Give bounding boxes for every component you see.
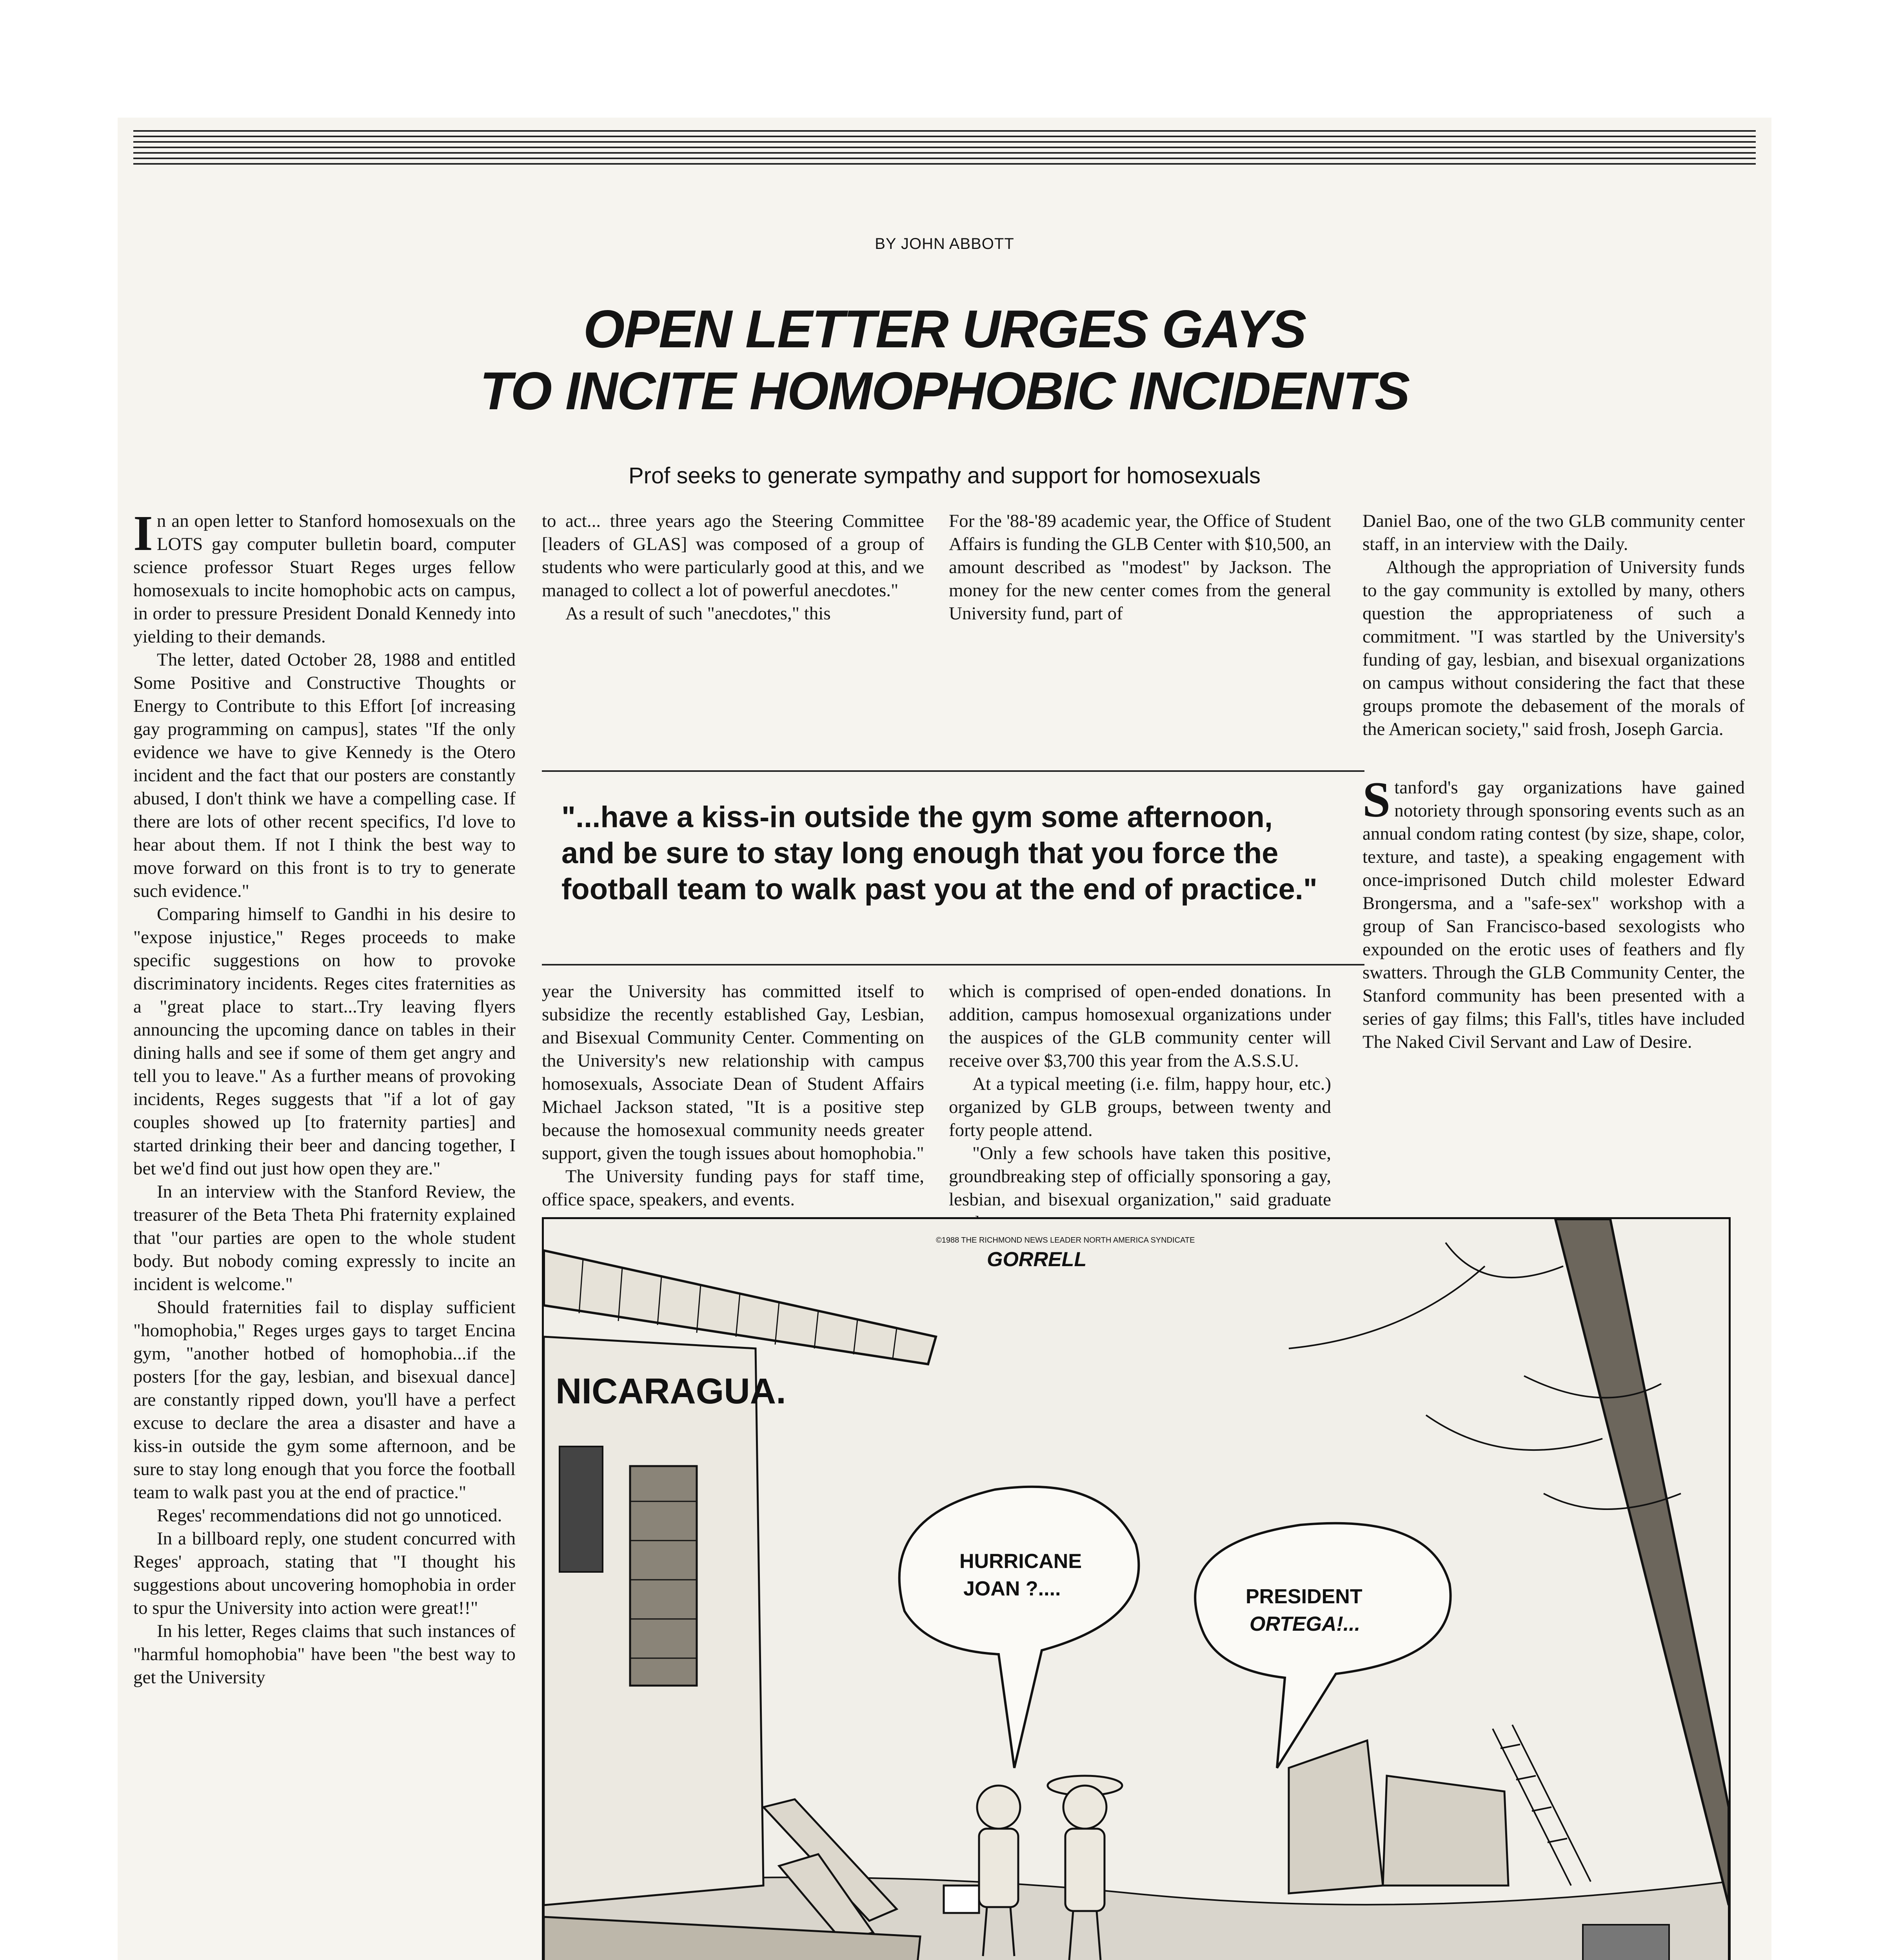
paragraph: In an interview with the Stanford Review, the treasurer of the Beta Theta Phi fraternity explained that "our parties are open to the whole student body. But nobody coming expressly to incite an incident is welcome." bbox=[133, 1181, 516, 1294]
paragraph: which is comprised of open-ended donations. In addition, campus homosexual organizations under the auspices of the GLB community center will receive over $3,700 this year from the A.S.S.U. bbox=[949, 981, 1331, 1071]
balloon-right-line-2: ORTEGA!... bbox=[1250, 1613, 1361, 1635]
headline bbox=[118, 298, 1771, 422]
paragraph: The letter, dated October 28, 1988 and entitled Some Positive and Constructive Thoughts or Energy to Contribute to this Effort [of increasing gay programming on campus], states "If the only evidence we have to give Kennedy is the Otero incident and the fact that our posters are constantly abused, I don't think we have a compelling case. If there are lots of other recent specifics, I'd love to hear about them. If not I think the best way to move forward on this front is to try to generate such evidence." bbox=[133, 650, 516, 901]
window bbox=[560, 1446, 603, 1572]
paragraph: Although the appropriation of University funds to the gay community is extolled by many, others question the appropriateness of such a commitment. "I was startled by the University's funding of gay, lesbian, and bisexual organizations on campus without considering the fact that these groups promote the debasement of the morals of the American society," said frosh, Joseph Garcia. bbox=[1362, 557, 1745, 739]
paragraph: In his letter, Reges claims that such instances of "harmful homophobia" have been "the best way to get the University bbox=[133, 1621, 516, 1688]
subheadline: Prof seeks to generate sympathy and support for homosexuals bbox=[629, 463, 1261, 488]
paragraph: Reges' recommendations did not go unnoticed. bbox=[157, 1505, 502, 1526]
balloon-left-line-2: JOAN ?.... bbox=[963, 1577, 1061, 1600]
column-1 bbox=[133, 505, 516, 1960]
paragraph: to act... three years ago the Steering Committee [leaders of GLAS] was composed of a group of students who were particularly good at this, and we managed to collect a lot of powerful anecdotes." bbox=[542, 511, 924, 601]
paragraph: Comparing himself to Gandhi in his desire to "expose injustice," Reges proceeds to make specific suggestions on how to provoke discriminatory incidents. Reges cites fraternities as a "great place to start...Try leaving flyers announcing the upcoming dance on tables in their dining halls and see if some of them get angry and tell you to leave." As a further means of provoking incidents, Reges suggests that "if a lot of gay couples showed up [to fraternity parties] and started drinking their beer and dancing together, I bet we'd find out just how open they are." bbox=[133, 904, 516, 1179]
speech-balloon-right bbox=[1195, 1523, 1450, 1768]
cartoon-drawing bbox=[544, 1219, 1729, 1960]
editorial-cartoon bbox=[542, 1217, 1731, 1960]
paragraph: As a result of such "anecdotes," this bbox=[565, 603, 831, 624]
paragraph: year the University has committed itself to subsidize the recently established Gay, Lesbian, and Bisexual Community Center. Commenting on the University's new relationship with campus homosexuals, Associate Dean of Student Affairs Michael Jackson stated, "It is a positive step because the homosexual community needs greater support, given the tough issues about homophobia." bbox=[542, 981, 924, 1163]
column-4 bbox=[1362, 510, 1745, 1200]
cartoon-copyright: ©1988 THE RICHMOND NEWS LEADER NORTH AMERICA SYNDICATE bbox=[936, 1236, 1195, 1245]
headline-line-1: OPEN LETTER URGES GAYS bbox=[583, 299, 1306, 359]
pull-quote bbox=[542, 770, 1364, 965]
column-3-top bbox=[949, 510, 1331, 753]
byline: BY JOHN ABBOTT bbox=[875, 235, 1014, 252]
window-shutter bbox=[630, 1466, 697, 1686]
cartoonist-signature: GORRELL bbox=[987, 1248, 1087, 1271]
paragraph: Should fraternities fail to display sufficient "homophobia," Reges urges gays to target Encina gym, "another hotbed of homophobia...if the posters [for the gay, lesbian, and bisexual dance] are constantly ripped down, you'll have a perfect excuse to declare the area a disaster and have a kiss-in outside the gym some afternoon, and be sure to stay long enough that you force the football team to walk past you at the end of practice." bbox=[133, 1297, 516, 1503]
column-3-bottom bbox=[949, 980, 1331, 1210]
drop-cap: S bbox=[1362, 772, 1391, 828]
paragraph: The University funding pays for staff time, office space, speakers, and events. bbox=[542, 1166, 924, 1210]
column-2-top bbox=[542, 510, 924, 753]
paragraph: Stanford's gay organizations have gained notoriety through sponsoring events such as an annual condom rating contest (by size, shape, color, texture, and taste), a speaking engagement with once-imprisoned Dutch child molester Edward Brongersma, and a "safe-sex" workshop with a group of San Francisco-based sexologists who expounded on the erotic uses of feathers and fly swatters. Through the GLB Community Center, the Stanford community has been presented with a series of gay films; this Fall's, titles have included The Naked Civil Servant and Law of Desire. bbox=[1362, 772, 1745, 1052]
paragraph: For the '88-'89 academic year, the Office of Student Affairs is funding the GLB Center with $10,500, an amount described as "modest" by Jackson. The money for the new center comes from the general University fund, part of bbox=[949, 511, 1331, 624]
column-2-bottom bbox=[542, 980, 924, 1210]
masthead-rules bbox=[133, 130, 1756, 169]
ruined-building bbox=[1289, 1740, 1508, 1893]
balloon-right-line-1: PRESIDENT bbox=[1246, 1585, 1362, 1608]
balloon-left-line-1: HURRICANE bbox=[959, 1550, 1082, 1573]
drop-cap: I bbox=[133, 505, 153, 561]
newspaper-page bbox=[118, 118, 1771, 1960]
nicaragua-sign: NICARAGUA. bbox=[556, 1371, 786, 1411]
paragraph: In an open letter to Stanford homosexuals on the LOTS gay computer bulletin board, computer science professor Stuart Reges urges fellow homosexuals to incite homophobic acts on campus, in order to pressure President Donald Kennedy into yielding to their demands. bbox=[133, 505, 516, 647]
paragraph: Daniel Bao, one of the two GLB community center staff, in an interview with the Daily. bbox=[1362, 511, 1745, 554]
headline-line-2: TO INCITE HOMOPHOBIC INCIDENTS bbox=[480, 361, 1410, 421]
fallen-pole bbox=[1555, 1219, 1729, 1905]
paragraph: "Only a few schools have taken this positive, groundbreaking step of officially sponsoring a gay, lesbian, and bisexual organization," said graduate bbox=[949, 1143, 1331, 1210]
pull-quote-text: "...have a kiss-in outside the gym some afternoon, and be sure to stay long enough that you force the football team to walk past you at the end of practice." bbox=[561, 800, 1317, 906]
paragraph: In a billboard reply, one student concurred with Reges' approach, stating that "I thought his suggestions about uncovering homophobia in order to spur the University into action were great!!" bbox=[133, 1528, 516, 1618]
speech-balloon-left bbox=[899, 1487, 1139, 1768]
paragraph: At a typical meeting (i.e. film, happy hour, etc.) organized by GLB groups, between twenty and forty people attend. bbox=[949, 1074, 1331, 1140]
